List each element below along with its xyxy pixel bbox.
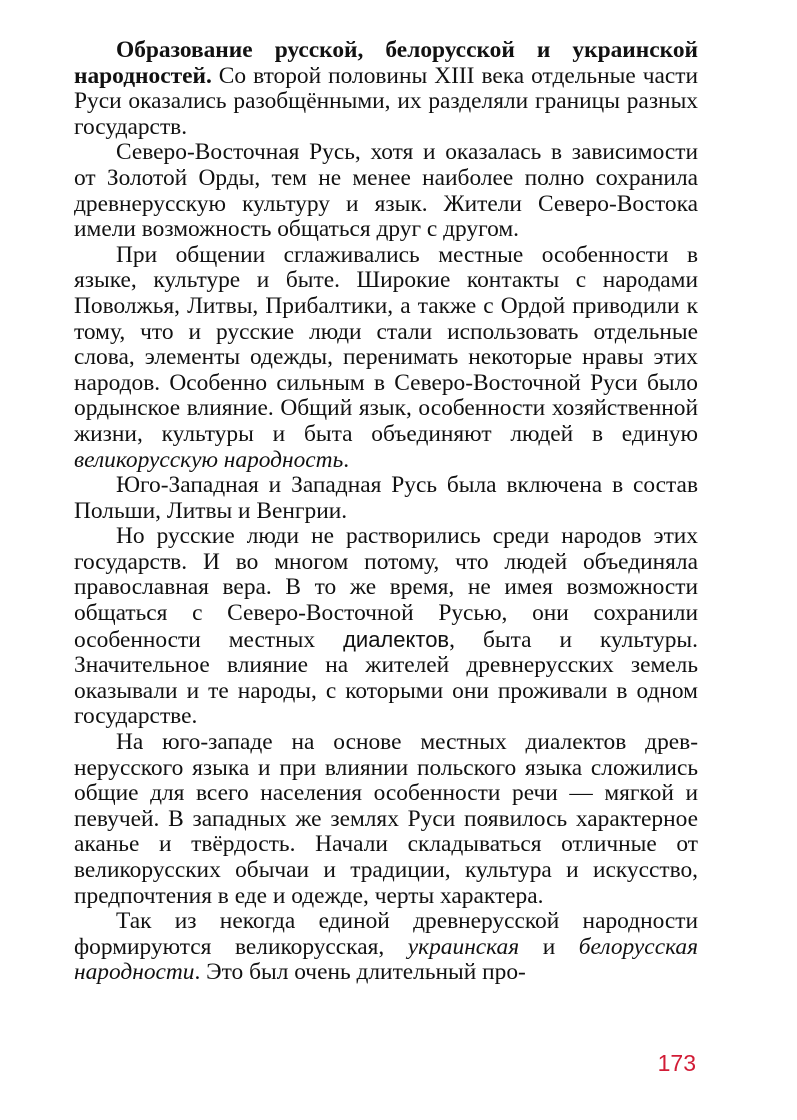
paragraph-5-text-after: , быта и культуры. Значительное влияние на жителей древнерусских земель оказывали и те народы, с которыми они проживали в одном государстве.	[74, 626, 698, 730]
term-belarusian-nationalities: белорусская народности	[74, 933, 698, 986]
term-ukrainian: украинская	[407, 933, 520, 960]
paragraph-7-text-after: . Это был очень длительный про-	[194, 959, 526, 986]
page-number: 173	[657, 1050, 696, 1076]
term-dialects: диалектов	[343, 626, 450, 652]
paragraph-4-text: Юго-Западная и Западная Русь была включена в состав Польши, Литвы и Венгрии.	[74, 472, 698, 524]
paragraph-3-end: .	[343, 446, 350, 473]
paragraph-1-text: Со второй половины XIII века отдельные части Руси оказались разобщёнными, их разделяли границы разных государств.	[74, 62, 698, 140]
paragraph-4	[74, 473, 698, 524]
paragraph-7-mid: и	[519, 933, 579, 960]
section-heading: Образование русской, белорусской и украинской народностей.	[74, 37, 698, 89]
paragraph-1	[74, 38, 698, 140]
paragraph-2	[74, 140, 698, 242]
paragraph-2-text: Северо-Восточная Русь, хотя и оказалась в зависимости от Золотой Орды, тем не менее наиболее полно сохранила древнерусскую культуру и язык. Жители Северо-Востока имели возможность общаться друг с другом.	[74, 139, 698, 243]
textbook-page-body	[74, 38, 698, 986]
paragraph-7-text-before: Так из некогда единой древнерусской народности формируются великорусская,	[74, 908, 698, 960]
paragraph-3-text: При общении сглаживались местные особенности в языке, культуре и быте. Широкие контакты с народами Поволжья, Литвы, Прибалтики, а также с Ордой приводили к тому, что и русские люди стали использовать отдельные слова, элементы одежды, перенимать некоторые нравы этих народов. Особенно сильным в Северо-Восточной Руси было ордынское влияние. Общий язык, особенности хозяйственной жизни, культуры и быта объединяют людей в единую	[74, 241, 698, 447]
paragraph-3	[74, 243, 698, 473]
term-great-russian-nationality: великорусскую народность	[74, 446, 344, 473]
paragraph-6	[74, 730, 698, 909]
paragraph-7	[74, 909, 698, 986]
paragraph-6-text: На юго-западе на основе местных диалектов древнерусского языка и при влиянии польского языка сложились общие для всего населения особенности речи — мягкой и певучей. В западных же землях Руси появилось характерное аканье и твёрдость. Начали складываться отличные от великорусских обычаи и традиции, культура и искусство, предпочтения в еде и одежде, черты характера.	[74, 729, 698, 909]
paragraph-5	[74, 524, 698, 730]
paragraph-5-text-before: Но русские люди не растворились среди народов этих государств. И во многом потому, что людей объединяла православная вера. В то же время, не имея возможности общаться с Северо-Восточной Русью, они сохранили особенности местных	[74, 523, 698, 653]
